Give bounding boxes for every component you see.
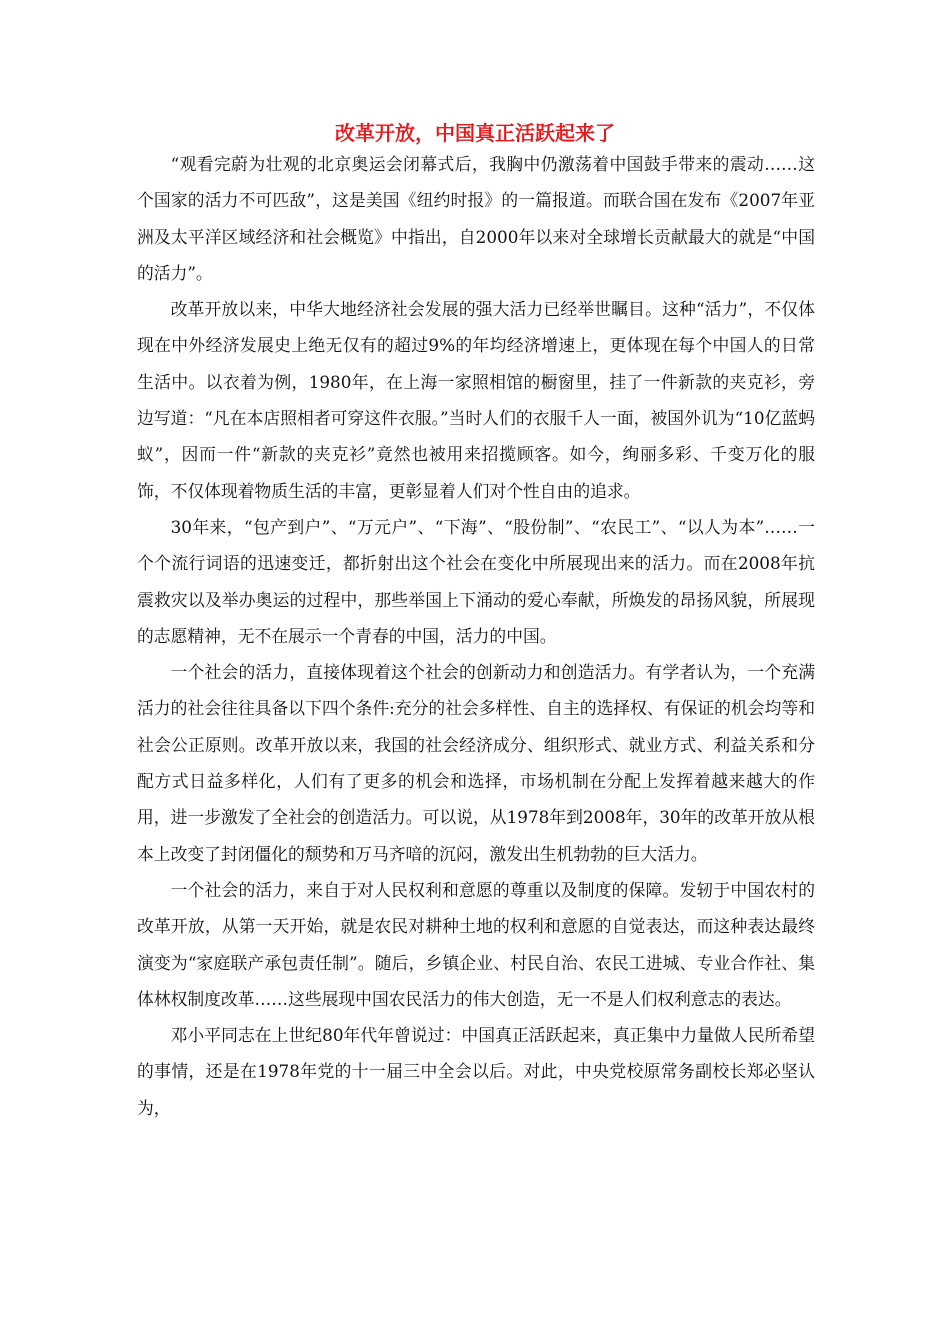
paragraph-2: 改革开放以来，中华大地经济社会发展的强大活力已经举世瞩目。这种“活力”，不仅体现在中外经济发展史上绝无仅有的超过9%的年均经济增速上，更体现在每个中国人的日常生活中。以衣着为例，1980年，在上海一家照相馆的橱窗里，挂了一件新款的夹克衫，旁边写道：“凡在本店照相者可穿这件衣服。”当时人们的衣服千人一面，被国外讥为“10亿蓝蚂蚁”，因而一件“新款的夹克衫”竟然也被用来招揽顾客。如今，绚丽多彩、千变万化的服饰，不仅体现着物质生活的丰富，更彰显着人们对个性自由的追求。 [137,299,815,501]
document-body [137,146,815,1126]
paragraph-6: 邓小平同志在上世纪80年代年曾说过：中国真正活跃起来，真正集中力量做人民所希望的事情，还是在1978年党的十一届三中全会以后。对此，中央党校原常务副校长郑必坚认为， [137,1025,815,1118]
paragraph-1: “观看完蔚为壮观的北京奥运会闭幕式后，我胸中仍激荡着中国鼓手带来的震动……这个国家的活力不可匹敌”，这是美国《纽约时报》的一篇报道。而联合国在发布《2007年亚洲及太平洋区域经济和社会概览》中指出，自2000年以来对全球增长贡献最大的就是“中国的活力”。 [137,154,815,283]
paragraph-3: 30年来，“包产到户”、“万元户”、“下海”、“股份制”、“农民工”、“以人为本”……一个个流行词语的迅速变迁，都折射出这个社会在变化中所展现出来的活力。而在2008年抗震救灾以及举办奥运的过程中，那些举国上下涌动的爱心奉献，所焕发的昂扬风貌，所展现的志愿精神，无不在展示一个青春的中国，活力的中国。 [137,516,815,646]
paragraph-4: 一个社会的活力，直接体现着这个社会的创新动力和创造活力。有学者认为，一个充满活力的社会往往具备以下四个条件:充分的社会多样性、自主的选择权、有保证的机会均等和社会公正原则。改革开放以来，我国的社会经济成分、组织形式、就业方式、利益关系和分配方式日益多样化，人们有了更多的机会和选择，市场机制在分配上发挥着越来越大的作用，进一步激发了全社会的创造活力。可以说，从1978年到2008年，30年的改革开放从根本上改变了封闭僵化的颓势和万马齐喑的沉闷，激发出生机勃勃的巨大活力。 [137,662,815,864]
paragraph-5: 一个社会的活力，来自于对人民权利和意愿的尊重以及制度的保障。发轫于中国农村的改革开放，从第一天开始，就是农民对耕种土地的权利和意愿的自觉表达，而这种表达最终演变为“家庭联产承包责任制”。随后，乡镇企业、村民自治、农民工进城、专业合作社、集体林权制度改革……这些展现中国农民活力的伟大创造，无一不是人们权利意志的表达。 [137,879,815,1009]
document-title: 改革开放，中国真正活跃起来了 [335,121,615,145]
